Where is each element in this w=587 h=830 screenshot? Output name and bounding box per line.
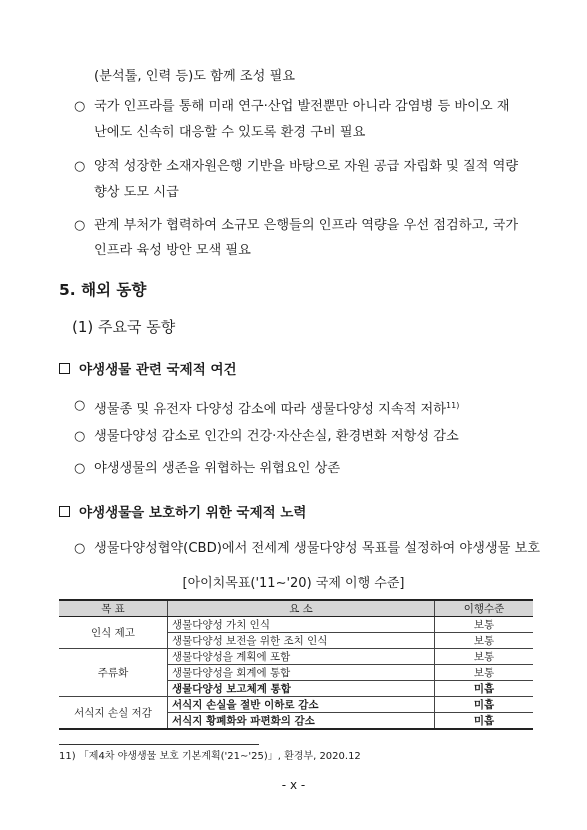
element-cell: 생물다양성 보고체계 통합 [168,681,435,697]
header-element: 요 소 [168,600,435,617]
goal-cell: 서식지 손실 저감 [59,697,168,730]
bullet-line: 난에도 신속히 대응할 수 있도록 환경 구비 필요 [94,125,366,140]
bullet-circle: ○ [74,398,86,413]
table-row [59,649,533,665]
box-heading [59,361,237,379]
square-bullet-icon [59,506,70,517]
goal-cell: 인식 제고 [59,617,168,649]
goal-cell: 주류화 [59,649,168,697]
bullet-line: 국가 인프라를 통해 미래 연구·산업 발전뿐만 아니라 감염병 등 바이오 재 [94,99,510,114]
bullet-line: 야생생물의 생존을 위협하는 위협요인 상존 [94,461,341,476]
box-heading-text: 야생생물 관련 국제적 여건 [79,362,237,378]
bullet-line: 관계 부처가 협력하여 소규모 은행들의 인프라 역량을 우선 점검하고, 국가 [94,218,519,233]
continuation-text: (분석툴, 인력 등)도 함께 조성 필요 [94,69,296,84]
level-cell: 미흡 [435,713,534,730]
bullet-circle: ○ [74,461,86,476]
table-caption: [아이치목표('11∼'20) 국제 이행 수준] [182,576,405,591]
header-goal: 목 표 [59,600,168,617]
bullet-line [94,397,459,419]
element-cell: 생물다양성을 계획에 포함 [168,649,435,665]
aichi-target-table [59,599,533,730]
level-cell: 미흡 [435,697,534,713]
element-cell: 서식지 황폐화와 파편화의 감소 [168,713,435,730]
bullet-circle: ○ [74,541,86,556]
page-number: - x - [281,778,306,792]
element-cell: 생물다양성 가치 인식 [168,617,435,633]
section-title: 5. 해외 동향 [59,281,147,299]
header-level: 이행수준 [435,600,534,617]
box-heading [59,504,306,522]
square-bullet-icon [59,363,70,374]
bullet-line: 생물다양성 감소로 인간의 건강·자산손실, 환경변화 저항성 감소 [94,429,459,444]
bullet-line: 생물다양성협약(CBD)에서 전세계 생물다양성 목표를 설정하여 야생생물 보호 [94,541,541,556]
level-cell: 미흡 [435,681,534,697]
subsection-title: (1) 주요국 동향 [72,318,176,336]
bullet-circle: ○ [74,99,86,114]
footnote-ref: 11) [446,401,460,410]
level-cell: 보통 [435,633,534,649]
table-row [59,697,533,713]
box-heading-text: 야생생물을 보호하기 위한 국제적 노력 [79,505,307,521]
bullet-circle: ○ [74,218,86,233]
bullet-circle: ○ [74,429,86,444]
bullet-circle: ○ [74,159,86,174]
bullet-text: 생물종 및 유전자 다양성 감소에 따라 생물다양성 지속적 저하 [94,402,447,417]
footnote-divider [59,744,259,745]
element-cell: 생물다양성을 회계에 통합 [168,665,435,681]
level-cell: 보통 [435,665,534,681]
footnote: 11) 「제4차 야생생물 보호 기본계획('21∼'25)」, 환경부, 2020.12 [59,751,361,762]
bullet-line: 양적 성장한 소재자원은행 기반을 바탕으로 자원 공급 자립화 및 질적 역량 [94,159,519,174]
element-cell: 서식지 손실을 절반 이하로 감소 [168,697,435,713]
bullet-line: 인프라 육성 방안 모색 필요 [94,243,251,258]
table-row [59,617,533,633]
element-cell: 생물다양성 보전을 위한 조치 인식 [168,633,435,649]
table-header-row [59,600,533,617]
bullet-line: 향상 도모 시급 [94,185,179,200]
level-cell: 보통 [435,649,534,665]
level-cell: 보통 [435,617,534,633]
